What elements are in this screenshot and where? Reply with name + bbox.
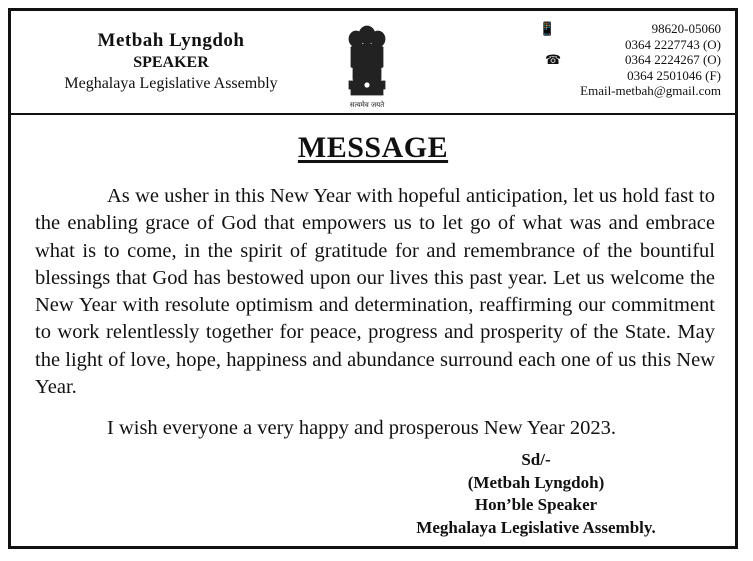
signature-title: Hon’ble Speaker	[474, 495, 598, 514]
contact-block	[541, 21, 721, 99]
signature-org: Meghalaya Legislative Assembly.	[416, 517, 656, 537]
message-body	[35, 183, 715, 443]
mobile-line	[541, 21, 721, 37]
sender-role: SPEAKER	[133, 54, 209, 71]
phone-line-2	[541, 52, 721, 68]
mobile-number: 98620-05060	[651, 21, 721, 36]
fax-line	[541, 68, 721, 84]
sender-name: Metbah Lyngdoh	[97, 30, 245, 51]
sender-assembly: Meghalaya Legislative Assembly	[64, 75, 278, 92]
phone-number-2: 0364 2224267 (O)	[624, 52, 721, 67]
letterhead	[11, 11, 735, 115]
fax-number: 0364 2501046 (F)	[627, 67, 721, 83]
signature-name: (Metbah Lyngdoh)	[467, 472, 605, 492]
phone-line-1	[541, 37, 721, 53]
mobile-phone-icon: 📱	[539, 21, 556, 36]
message-title: MESSAGE	[297, 131, 449, 164]
message-paragraph-1: As we usher in this New Year with hopeful anticipation, let us hold fast to the enabling grace of God that empowers us to let go of what was and embrace what is to come, in the spirit of gratitude for and remembrance of the bountiful blessings that God has bestowed upon our lives this past year. Let us welcome the New Year with resolute optimism and determination, reaffirming our commitment to work relentlessly together for peace, progress and prosperity of the State. May the light of love, hope, happiness and abundance surround each one of us this New Year.	[35, 185, 715, 399]
state-emblem-icon	[341, 21, 393, 111]
email-address: Email-metbah@gmail.com	[580, 83, 721, 98]
email-line	[541, 83, 721, 99]
message-paragraph-2: I wish everyone a very happy and prosperous New Year 2023.	[107, 417, 616, 440]
sender-block	[31, 29, 311, 95]
signature-block	[341, 449, 731, 539]
signature-sd: Sd/-	[521, 450, 551, 469]
emblem-motto: सत्यमेव जयते	[349, 101, 385, 109]
phone-number-1: 0364 2227743 (O)	[624, 36, 721, 52]
message-card	[8, 8, 738, 549]
telephone-icon: ☎	[545, 52, 562, 67]
